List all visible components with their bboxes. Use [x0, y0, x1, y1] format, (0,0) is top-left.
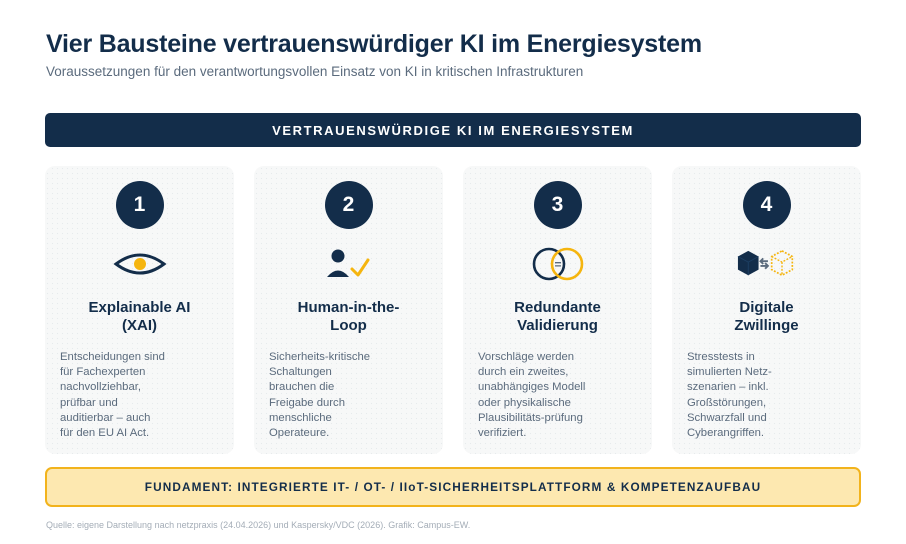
card-description: Vorschläge werden durch ein zweites, unabhängiges Modell oder physikalische Plausibilitäts-prüfung verifiziert.: [478, 351, 586, 440]
step-number-badge: 2: [325, 181, 373, 229]
step-number-badge: 1: [116, 181, 164, 229]
card-title: Explainable AI (XAI): [88, 299, 191, 334]
pillar-card-xai: [45, 166, 234, 454]
svg-text:=: =: [553, 257, 562, 272]
card-title: Human-in-the- Loop: [297, 299, 400, 334]
page-title: Vier Bausteine vertrauenswürdiger KI im Energiesystem: [46, 30, 702, 58]
overlapping-circles-icon: [528, 246, 588, 282]
card-description: Entscheidungen sind für Fachexperten nachvollziehbar, prüfbar und auditierbar – auch für den EU AI Act.: [60, 351, 165, 440]
pillar-card-digital-twins: [672, 166, 861, 454]
pillars-row: [45, 166, 861, 454]
pillar-card-redundant-validation: [463, 166, 652, 454]
source-note: Quelle: eigene Darstellung nach netzpraxis (24.04.2026) und Kaspersky/VDC (2026). Grafik: Campus-EW.: [46, 520, 471, 530]
foundation-bar: FUNDAMENT: INTEGRIERTE IT- / OT- / IIoT-SICHERHEITSPLATTFORM & KOMPETENZAUFBAU: [45, 467, 861, 507]
step-number-badge: 4: [743, 181, 791, 229]
step-number-badge: 3: [534, 181, 582, 229]
digital-twin-cube-icon: [737, 246, 797, 282]
page-subtitle: Voraussetzungen für den verantwortungsvollen Einsatz von KI in kritischen Infrastrukturen: [46, 64, 584, 79]
person-check-icon: [319, 246, 379, 282]
eye-icon: [110, 246, 170, 282]
card-description: Sicherheits-kritische Schaltungen brauchen die Freigabe durch menschliche Operateure.: [269, 351, 371, 440]
card-title: Redundante Validierung: [514, 299, 601, 334]
card-description: Stresstests in simulierten Netz- szenarien – inkl. Großstörungen, Schwarzfall und Cyberangriffen.: [687, 351, 772, 440]
pillar-card-human-in-the-loop: [254, 166, 443, 454]
top-banner: VERTRAUENSWÜRDIGE KI IM ENERGIESYSTEM: [45, 113, 861, 147]
card-title: Digitale Zwillinge: [734, 299, 799, 334]
